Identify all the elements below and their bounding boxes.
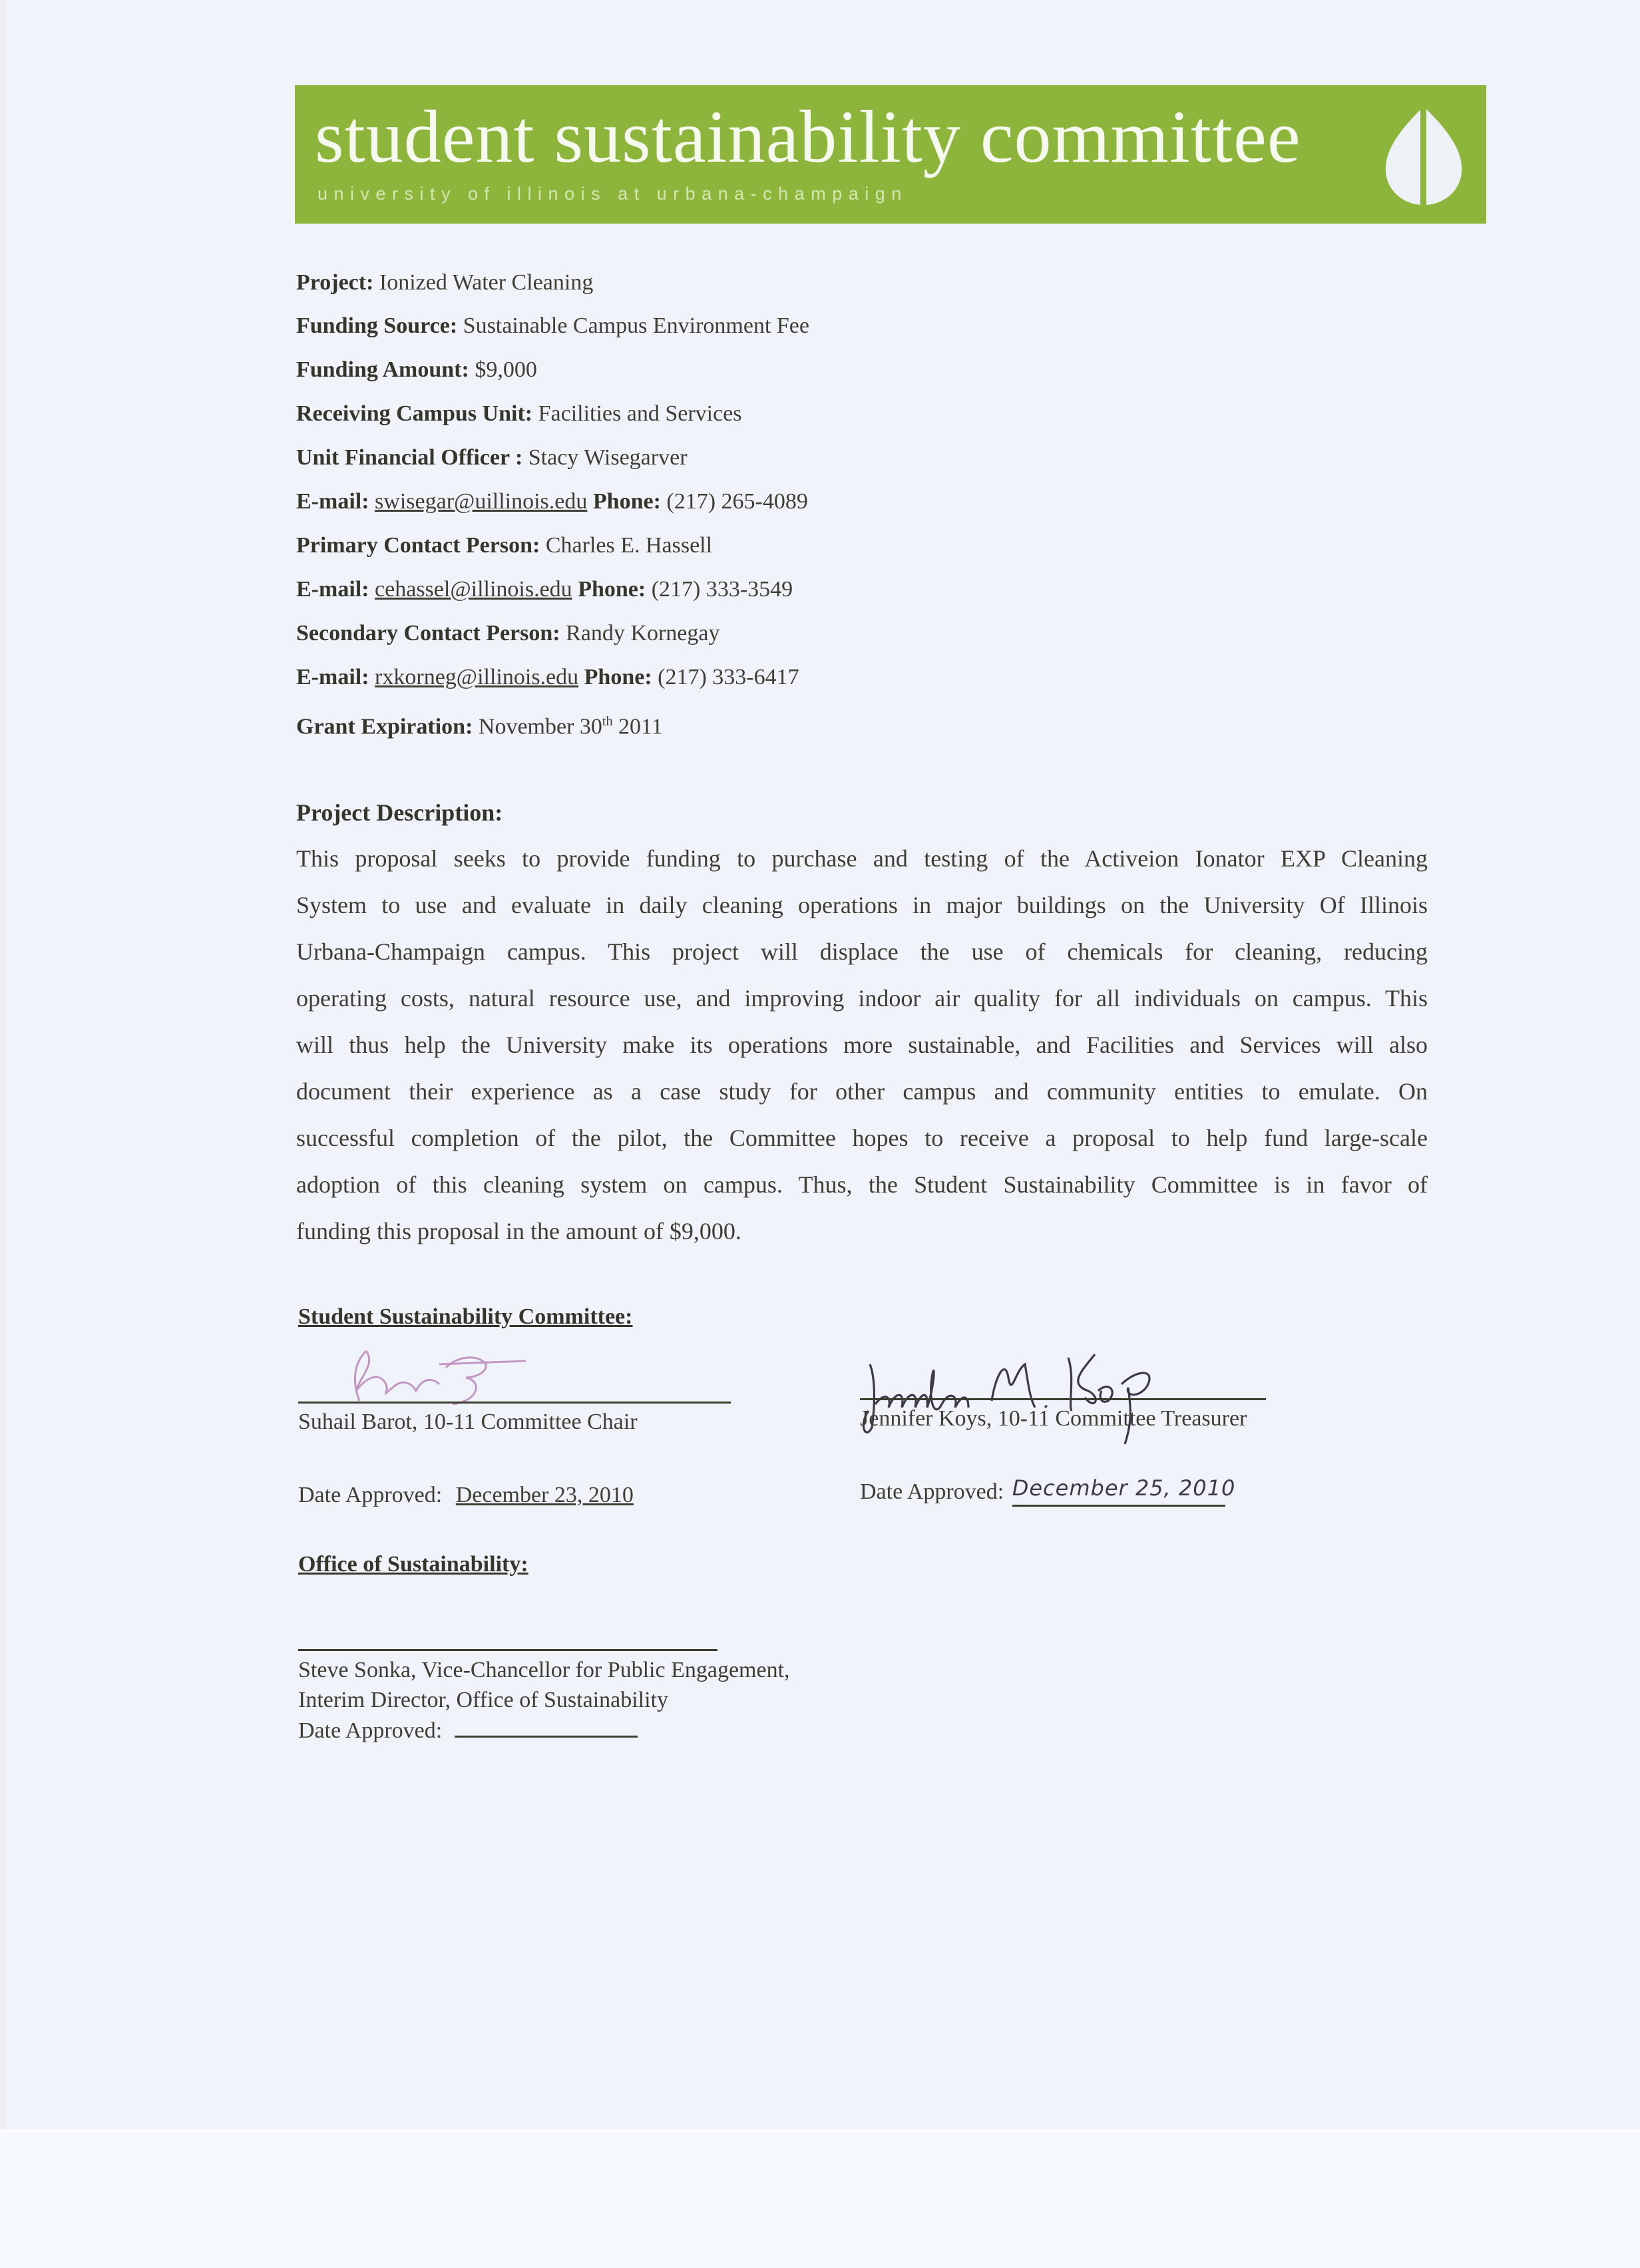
email-label: E-mail: xyxy=(296,577,369,602)
office-signer-line2: Interim Director, Office of Sustainability xyxy=(298,1688,669,1712)
receiving-unit-label: Receiving Campus Unit: xyxy=(296,401,533,426)
funding-source-label: Funding Source: xyxy=(296,313,458,338)
project-label: Project: xyxy=(296,270,374,295)
secondary-contact-field xyxy=(296,620,719,647)
funding-amount-value: $9,000 xyxy=(475,357,537,382)
office-date-blank[interactable] xyxy=(455,1716,638,1738)
description-line: will thus help the University make its operations more sustainable, and Facilities and Services will also xyxy=(296,1032,1428,1058)
primary-contact-info xyxy=(296,576,793,603)
secondary-contact-label: Secondary Contact Person: xyxy=(296,621,560,646)
receiving-unit-field xyxy=(296,401,742,427)
office-date-approved xyxy=(298,1716,638,1746)
treasurer-date-value: December 25, 2010 xyxy=(1012,1475,1236,1501)
office-signer-line1: Steve Sonka, Vice-Chancellor for Public Engagement, xyxy=(298,1658,790,1682)
primary-contact-field xyxy=(296,532,712,559)
project-field xyxy=(296,270,593,296)
description-line: System to use and evaluate in daily cleaning operations in major buildings on the University Of Illinois xyxy=(296,892,1428,918)
scan-margin xyxy=(0,2130,1640,2268)
description-line: funding this proposal in the amount of $9,000. xyxy=(296,1218,741,1244)
receiving-unit-value: Facilities and Services xyxy=(538,401,742,426)
chair-date-approved xyxy=(298,1481,687,1510)
secondary-contact-email-link[interactable]: rxkorneg@illinois.edu xyxy=(375,665,579,689)
financial-officer-value: Stacy Wisegarver xyxy=(528,445,688,470)
date-approved-label: Date Approved: xyxy=(860,1479,1004,1504)
date-approved-label: Date Approved: xyxy=(298,1718,443,1743)
secondary-contact-phone: (217) 333-6417 xyxy=(658,665,799,689)
project-value: Ionized Water Cleaning xyxy=(379,270,594,295)
email-label: E-mail: xyxy=(296,489,369,514)
phone-label: Phone: xyxy=(592,489,661,514)
description-line: adoption of this cleaning system on campus. Thus, the Student Sustainability Committee is in favor of xyxy=(296,1171,1428,1198)
grant-expiration-year: 2011 xyxy=(618,714,663,739)
treasurer-name: Jennifer Koys, 10-11 Committee Treasurer xyxy=(860,1406,1247,1431)
funding-amount-label: Funding Amount: xyxy=(296,357,469,382)
ssc-heading: Student Sustainability Committee: xyxy=(298,1304,633,1329)
banner-subtitle: university of illinois at urbana-champaign xyxy=(317,184,908,204)
description-line: Urbana-Champaign campus. This project will displace the use of chemicals for cleaning, reducing xyxy=(296,938,1428,965)
chair-date-value: December 23, 2010 xyxy=(455,1483,634,1507)
date-underline xyxy=(1012,1505,1225,1507)
phone-label: Phone: xyxy=(584,665,652,689)
committee-banner xyxy=(295,85,1486,224)
chair-name: Suhail Barot, 10-11 Committee Chair xyxy=(298,1410,638,1434)
description-line: successful completion of the pilot, the Committee hopes to receive a proposal to help fund large-scale xyxy=(296,1125,1428,1151)
funding-source-value: Sustainable Campus Environment Fee xyxy=(463,313,809,338)
email-label: E-mail: xyxy=(296,665,369,689)
treasurer-date-approved xyxy=(860,1475,1236,1507)
chair-signature-line xyxy=(298,1402,731,1404)
treasurer-signature-line xyxy=(860,1398,1266,1400)
office-signature-line xyxy=(298,1649,718,1651)
project-description xyxy=(296,835,1428,1254)
description-heading: Project Description: xyxy=(296,799,503,826)
funding-source-field xyxy=(296,313,809,339)
financial-officer-label: Unit Financial Officer : xyxy=(296,445,523,470)
leaf-icon xyxy=(1384,105,1463,206)
grant-expiration-suffix: th xyxy=(602,714,613,729)
primary-contact-value: Charles E. Hassell xyxy=(545,533,713,558)
description-line: This proposal seeks to provide funding to purchase and testing of the Activeion Ionator EXP Cleaning xyxy=(296,845,1428,872)
primary-contact-phone: (217) 333-3549 xyxy=(651,577,793,602)
primary-contact-email-link[interactable]: cehassel@illinois.edu xyxy=(375,577,572,602)
primary-contact-label: Primary Contact Person: xyxy=(296,533,540,558)
phone-label: Phone: xyxy=(578,577,646,602)
office-heading: Office of Sustainability: xyxy=(298,1552,528,1577)
grant-expiration-field xyxy=(296,708,663,740)
grant-expiration-label: Grant Expiration: xyxy=(296,714,473,739)
date-approved-label: Date Approved: xyxy=(298,1483,443,1507)
secondary-contact-info xyxy=(296,664,799,691)
financial-officer-field xyxy=(296,445,688,471)
financial-officer-phone: (217) 265-4089 xyxy=(666,489,808,514)
secondary-contact-value: Randy Kornegay xyxy=(566,621,720,646)
financial-officer-contact xyxy=(296,488,808,515)
grant-expiration-month: November 30 xyxy=(478,714,602,739)
chair-signature xyxy=(339,1338,526,1411)
banner-title: student sustainability committee xyxy=(315,96,1301,178)
description-line: document their experience as a case study for other campus and community entities to emulate. On xyxy=(296,1078,1428,1105)
funding-amount-field xyxy=(296,357,537,383)
financial-officer-email-link[interactable]: swisegar@uillinois.edu xyxy=(375,489,588,514)
scan-edge xyxy=(0,0,5,2130)
treasurer-date-field xyxy=(1010,1475,1236,1507)
description-line: operating costs, natural resource use, and improving indoor air quality for all individuals on campus. This xyxy=(296,985,1428,1012)
